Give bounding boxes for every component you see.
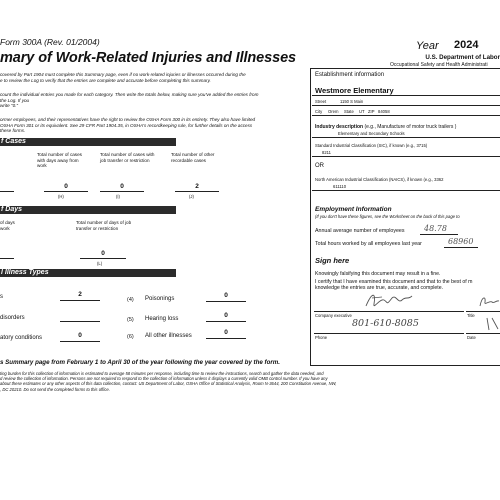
cases-away-line <box>44 191 88 192</box>
year-label: Year <box>416 40 439 52</box>
street-label: Street <box>315 99 327 104</box>
illness-left-value-1[interactable]: 2 <box>78 291 82 298</box>
title-scribble-icon <box>478 292 500 310</box>
avg-employees-value[interactable]: 48.78 <box>424 224 447 233</box>
executive-line <box>314 311 464 312</box>
employment-heading: Employment Information <box>315 206 392 213</box>
burden-statement: ting burden for this collection of information is estimated to average 58 minutes per response, including time to review the instructions, search and gather the data needed, and d review the collection of information. Persons are not required to respond to the collection of information unless it displays a currently valid OMB control number. If you have any about these estimates or any other aspects of this data collection, contact: US Department of Labor, OSHA Office of Statistical Analysis, Room N-3644, 200 Constitution Avenue, NW, , DC 20210. Do not send the completed forms to this office. <box>0 371 337 392</box>
establishment-name[interactable]: Westmore Elementary <box>315 86 394 95</box>
illness-right-label-1: Poisonings <box>145 296 175 302</box>
days-away-header: of days work <box>0 220 15 231</box>
illness-left-label-1: s <box>0 294 3 300</box>
illness-left-value-3[interactable]: 0 <box>78 332 82 339</box>
instructions-paragraph-2: count the individual entries you made for each category. Then write the totals below, making sure you've added the entries from the Log. If you write "0." <box>0 92 259 109</box>
illness-code-5: (5) <box>127 317 134 323</box>
illness-code-4: (4) <box>127 297 134 303</box>
total-hours-label: Total hours worked by all employees last year <box>315 241 422 247</box>
city-value[interactable]: Orem <box>328 109 339 114</box>
illness-section-header: l Illness Types <box>0 269 176 277</box>
phone-line <box>314 333 464 334</box>
illness-left-line-2 <box>60 321 100 322</box>
illness-right-line-3 <box>206 338 246 339</box>
naics-label: North American Industrial Classification (NAICS), if known (e.g., 3362 <box>315 177 444 182</box>
cases-transfer-header: Total number of cases with job transfer or restriction <box>100 152 155 163</box>
cases-away-header: Total number of cases with days away from work <box>37 152 82 169</box>
illness-left-label-2: disorders <box>0 315 25 321</box>
city-line <box>312 115 500 116</box>
code-i: (I) <box>116 194 120 199</box>
cases-transfer-line <box>100 191 144 192</box>
illness-right-value-3[interactable]: 0 <box>224 329 228 336</box>
illness-right-line-2 <box>206 321 246 322</box>
avg-employees-label: Annual average number of employees <box>315 228 405 234</box>
instructions-paragraph-3: ormer employees, and their representatives have the right to review the OSHA Form 300 in its entirety. They also have limited OSHA Form 301 or its equivalent. See 29 CFR Part 1904.35, in OSHA's recordkeeping rule, for further details on the access these forms. <box>0 117 256 134</box>
illness-right-line-1 <box>206 301 246 302</box>
zip-label: ZIP <box>368 109 375 114</box>
code-h: (H) <box>58 194 64 199</box>
instructions-paragraph-1: covered by Part 1904 must complete this Summary page, even if no work-related injuries or illnesses occurred during the e to review the Log to verify that the entries are complete and accurate before completing this summary. <box>0 72 246 83</box>
cases-other-value[interactable]: 2 <box>195 183 199 190</box>
agency-name: U.S. Department of Labor <box>425 54 500 61</box>
year-value: 2024 <box>454 39 479 51</box>
days-blank-line <box>0 258 14 259</box>
date-line <box>466 333 500 334</box>
industry-value[interactable]: Elementary and Secondary Schools <box>338 131 405 136</box>
form-number: Form 300A (Rev. 01/2004) <box>0 37 100 47</box>
days-transfer-header: Total number of days of job transfer or restriction <box>76 220 132 231</box>
avg-employees-line <box>420 234 458 235</box>
illness-right-value-1[interactable]: 0 <box>224 292 228 299</box>
illness-left-line-3 <box>60 341 100 342</box>
phone-label: Phone <box>315 335 328 340</box>
days-section-header: f Days <box>0 206 176 214</box>
cases-other-line <box>175 191 219 192</box>
naics-line <box>312 190 500 191</box>
illness-right-label-2: Hearing loss <box>145 316 179 322</box>
city-label: City <box>315 109 323 114</box>
illness-code-6: (6) <box>127 334 134 340</box>
signature-scribble-icon <box>362 288 422 312</box>
sic-line <box>312 156 500 157</box>
title-label: Title <box>467 313 475 318</box>
code-l: (L) <box>97 261 103 266</box>
phone-value[interactable]: 801-610-8085 <box>352 318 419 329</box>
street-value[interactable]: 1150 S Main <box>340 99 364 104</box>
cases-transfer-value[interactable]: 0 <box>120 183 124 190</box>
company-executive-label: Company executive <box>315 313 352 318</box>
cases-other-header: Total number of other recordable cases <box>171 152 215 163</box>
agency-subname: Occupational Safety and Health Administrati <box>390 62 488 68</box>
form-main-title: mary of Work-Related Injuries and Illnesses <box>0 50 297 66</box>
title-line <box>466 311 500 312</box>
state-label: State <box>344 109 354 114</box>
sic-value[interactable]: 8211 <box>322 150 332 155</box>
falsifying-warning: Knowingly falsifying this document may result in a fine. <box>315 271 441 277</box>
posting-notice: s Summary page from February 1 to April 30 of the year following the year covered by the form. <box>0 359 280 366</box>
illness-right-value-2[interactable]: 0 <box>224 312 228 319</box>
industry-label-row: Industry description (e.g., Manufacture of motor truck trailers ) <box>315 124 457 130</box>
days-transfer-value[interactable]: 0 <box>101 250 105 257</box>
zip-value[interactable]: 84058 <box>378 109 390 114</box>
naics-value[interactable]: 611110 <box>333 184 347 189</box>
cases-away-value[interactable]: 0 <box>64 183 68 190</box>
establishment-heading: Establishment information <box>315 72 385 78</box>
date-scribble-icon <box>484 314 500 334</box>
illness-right-label-3: All other illnesses <box>145 333 192 339</box>
name-line <box>312 95 500 96</box>
cases-section-header: f Cases <box>0 138 176 146</box>
sign-here-heading: Sign here <box>315 256 350 265</box>
date-label: Date <box>467 335 476 340</box>
total-hours-line <box>444 247 478 248</box>
employment-note: (If you don't have these figures, see the Worksheet on the back of this page to <box>315 214 460 219</box>
illness-left-label-3: atory conditions <box>0 335 43 341</box>
state-value[interactable]: UT <box>359 109 365 114</box>
sic-label: Standard Industrial Classification (SIC), if known (e.g., 3715) <box>315 143 428 148</box>
street-line <box>312 105 500 106</box>
cases-blank-line <box>0 191 14 192</box>
certification-text: I certify that I have examined this document and that to the best of m knowledge the entries are true, accurate, and complete. <box>315 279 473 291</box>
days-transfer-line <box>80 258 126 259</box>
industry-line <box>312 137 500 138</box>
code-j: (J) <box>189 194 194 199</box>
or-label: OR <box>315 163 324 169</box>
illness-left-line-1 <box>60 300 100 301</box>
total-hours-value[interactable]: 68960 <box>448 237 474 246</box>
